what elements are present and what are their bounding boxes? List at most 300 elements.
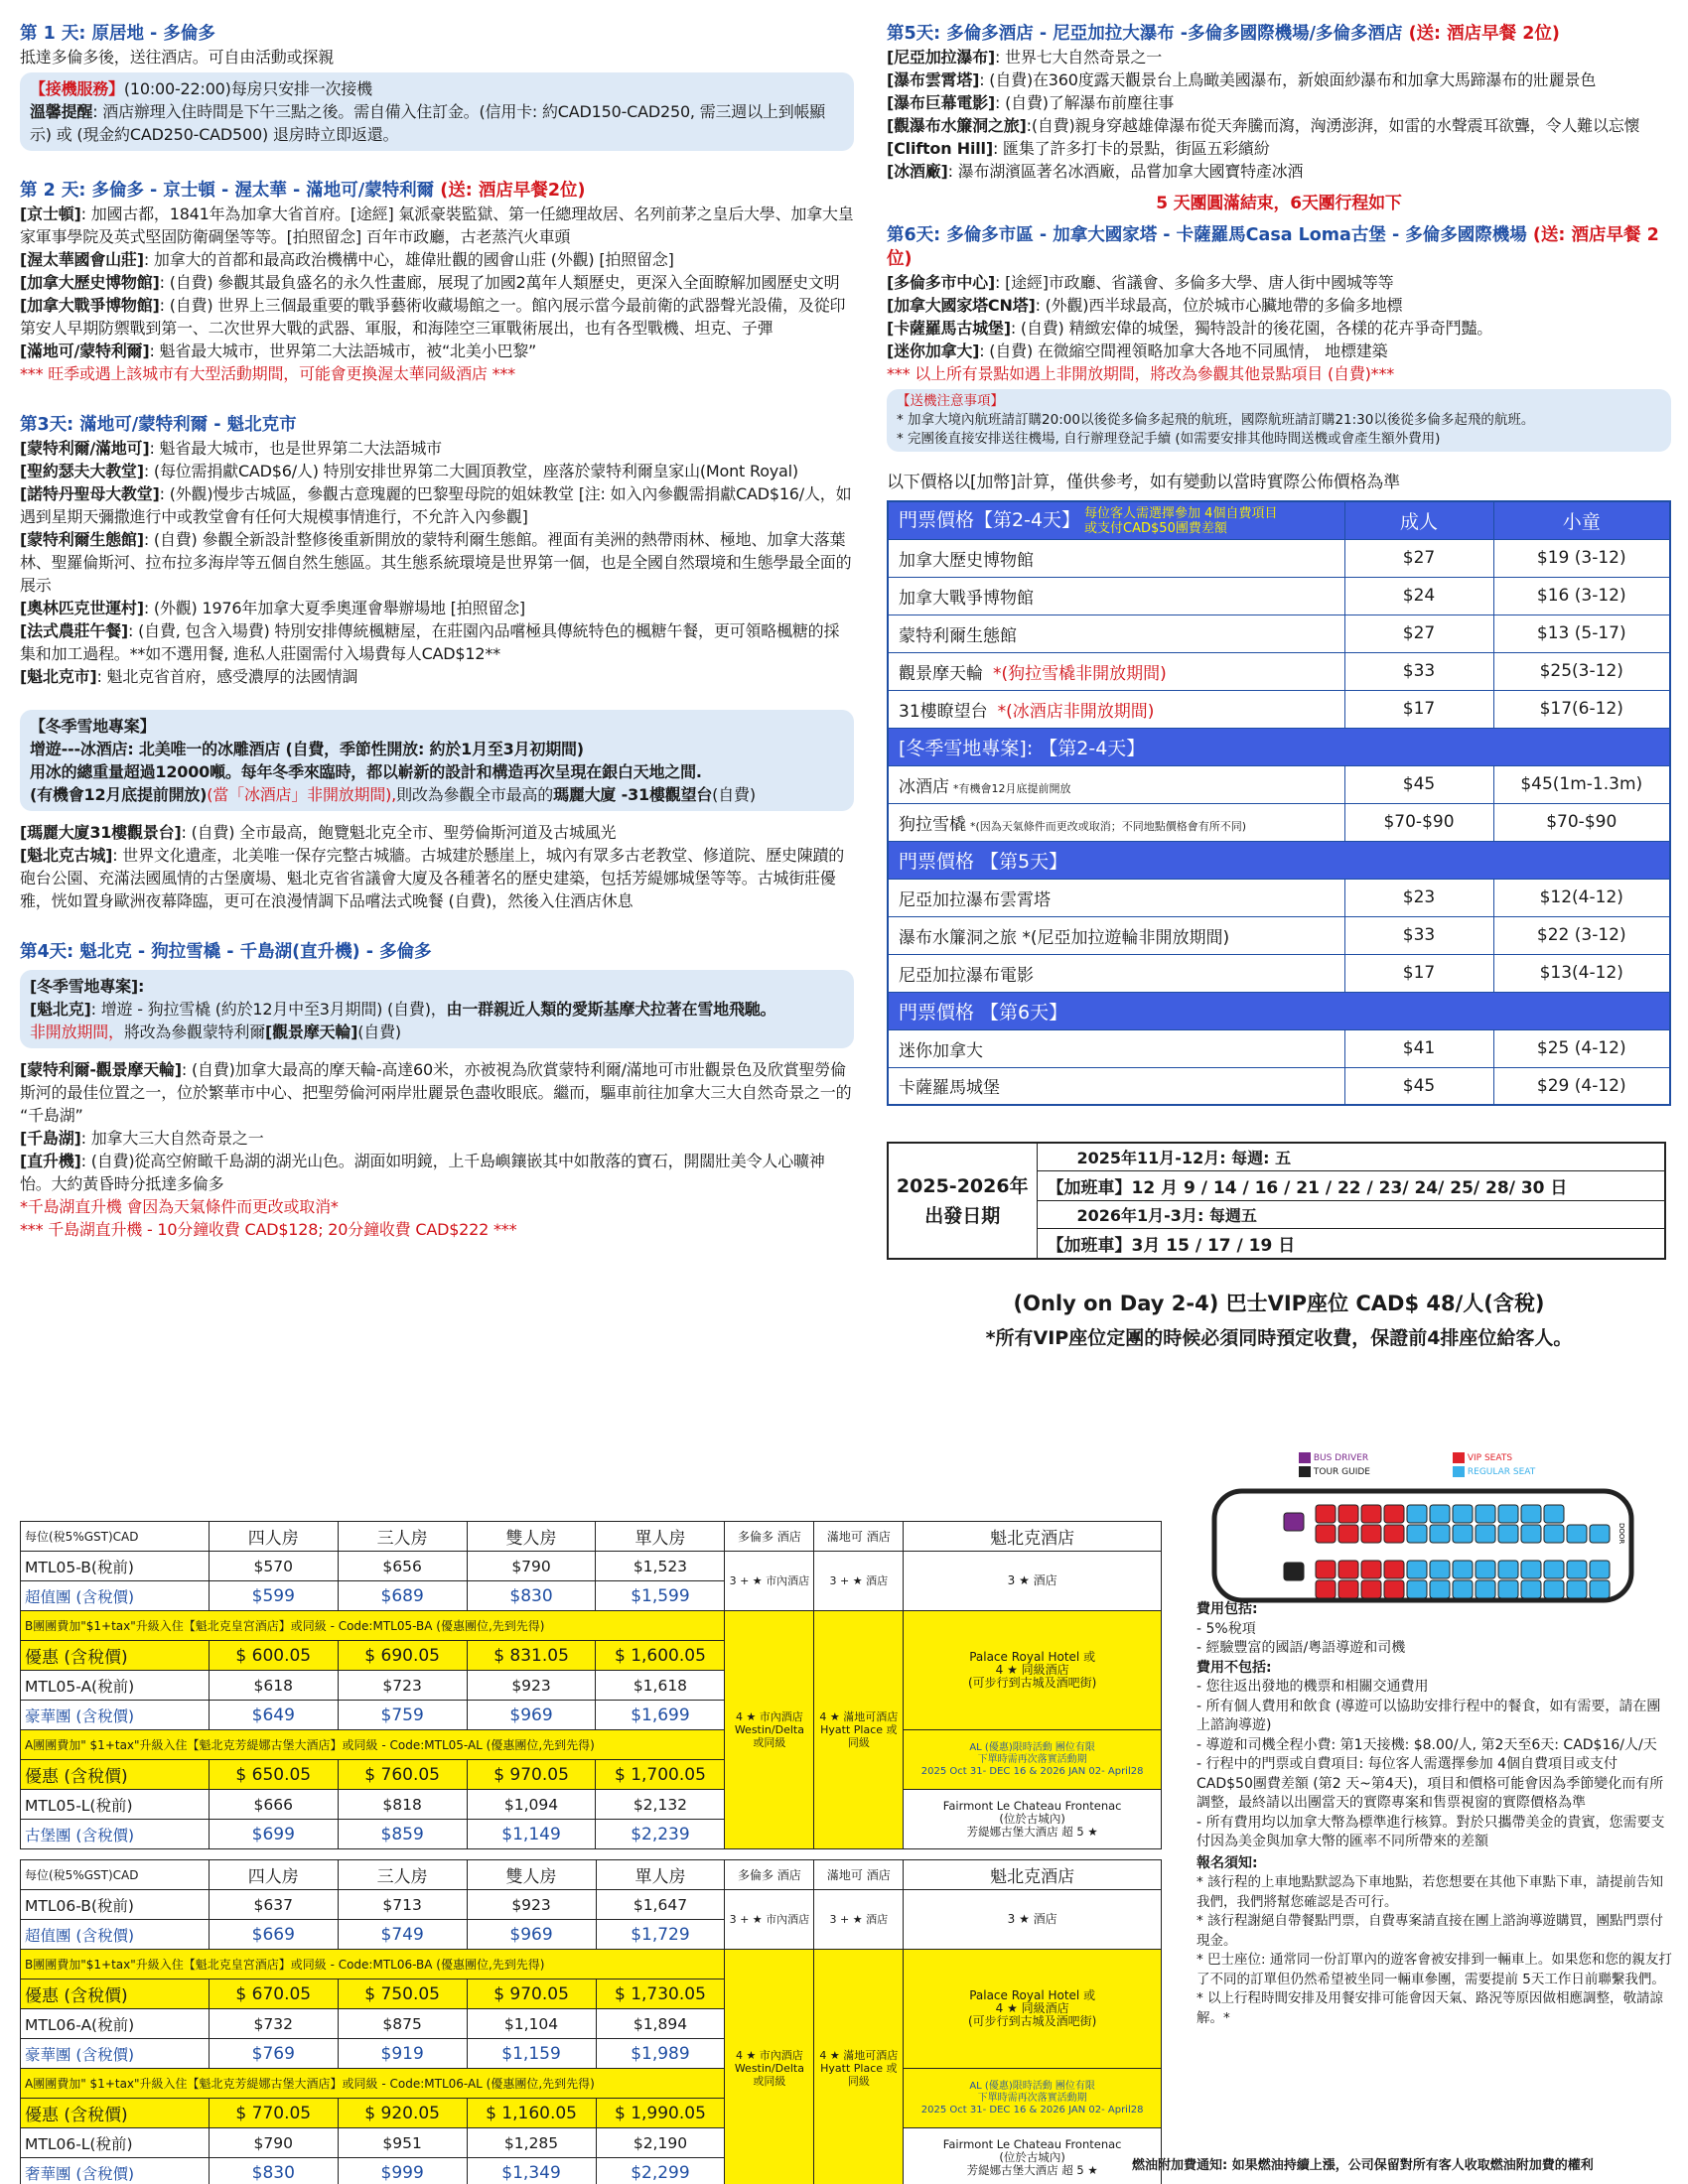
price-row-label: 古堡團 (含稅價): [21, 1820, 210, 1849]
fees-included-list: [1196, 1620, 1673, 1659]
ticket-row: [888, 577, 1670, 614]
ticket-adult-price: $33: [1344, 916, 1493, 954]
notice-item: * 巴士座位: 通常同一份訂單內的遊客會被安排到一輛車上。如果您和您的親友打了不同的訂單但仍然希望被坐同一輛車參團，需要提前 5天工作日前聯繫我們。: [1196, 1952, 1672, 1987]
day2-item-text: : (自費) 世界上三個最重要的戰爭藝術收藏場館之一。館內展示當今最前衛的武器聲光設備，及從印第安人早期防禦戰到第一、二次世界大戰的武器、軍服，和海陸空三軍戰術展出，也有各型戰機、坦克、子彈: [20, 296, 846, 338]
fees-excluded-title: 費用不包括:: [1196, 1659, 1272, 1676]
day2-item-text: : 魁省最大城市，世界第二大法語城市，被“北美小巴黎”: [149, 341, 537, 360]
al-promo-note: AL (優惠)限時活動 團位有限 下單時需再次落實活動期 2025 Oct 31- DEC 16 & 2026 JAN 02- April28: [904, 1730, 1162, 1790]
regular-seat: [1407, 1525, 1427, 1543]
day6-item: [887, 340, 1671, 362]
day2-item-key: [京士頓]: [20, 205, 81, 223]
ticket-section-row: [888, 728, 1670, 765]
day3-item-text: : (自費) 參觀全新設計整修後重新開放的蒙特利爾生態館。裡面有美洲的熱帶雨林、極地、加拿大落葉林、聖羅倫斯河、拉布拉多海岸等五個自然生態區。其生態系統環境是世界第一個，也是全國自然環境和生態學最全面的展示: [20, 530, 852, 595]
price-cell: $830: [467, 1581, 596, 1611]
ticket-adult-price: $27: [1344, 539, 1493, 577]
day2-item: [20, 248, 854, 271]
vip-seat: [1316, 1505, 1336, 1523]
price-row: [21, 1730, 1162, 1760]
al-promo-note: AL (優惠)限時活動 團位有限 下單時需再次落實活動期 2025 Oct 31- DEC 16 & 2026 JAN 02- April28: [904, 2069, 1162, 2128]
day2-item-text: : (自費) 參觀其最負盛名的永久性畫廊，展現了加國2萬年人類歷史，更深入全面瞭解加國歷史文明: [159, 273, 840, 292]
price-cell: $1,894: [596, 2009, 725, 2039]
day3-item-key: [蒙特利爾/滿地可]: [20, 439, 150, 458]
day3-item: [20, 665, 854, 688]
bus-legend: [1299, 1451, 1370, 1479]
price-cell: $769: [209, 2039, 338, 2069]
regular-seat: [1407, 1580, 1427, 1598]
price-cell: $1,699: [596, 1701, 725, 1730]
regular-seat: [1453, 1525, 1473, 1543]
price-cell: $1,523: [596, 1552, 725, 1581]
day6-item-key: [迷你加拿大]: [887, 341, 980, 360]
day3b-item: [20, 844, 854, 912]
fee-included-item: - 5%稅項: [1196, 1620, 1256, 1637]
price-header-cell: 滿地可 酒店: [814, 1860, 904, 1890]
day3b-item-text: : 世界文化遺產，北美唯一保存完整古城牆。古城建於懸崖上，城內有眾多古老教堂、修道院、歷史陳蹟的砲台公園、充滿法國風情的古堡廣場、魁北克省省議會大廈及各種著名的歷史建築，包括芳緹娜城堡等等。古城街莊優雅，恍如置身歐洲夜幕降臨，更可在浪漫情調下品嚐法式晚餐 (自費)，然後入住酒店休息: [20, 846, 845, 910]
notice-item: * 該行程的上車地點默認為下車地點，若您想要在其他下車點下車，請提前告知我們，我們將幫您確認是否可行。: [1196, 1874, 1664, 1910]
ticket-item-name: 蒙特利爾生態館: [888, 614, 1344, 652]
price-row: [21, 1890, 1162, 1920]
price-cell: $599: [209, 1581, 338, 1611]
regular-seat: [1544, 1525, 1564, 1543]
ticket-header-child: 小童: [1493, 501, 1670, 539]
day5-item-text: : 世界七大自然奇景之一: [995, 48, 1163, 67]
vip-seat: [1316, 1561, 1336, 1578]
price-cell: $ 920.05: [338, 2099, 467, 2128]
day3-item-key: [奧林匹克世運村]: [20, 599, 144, 617]
price-header-cell: 四人房: [209, 1522, 338, 1552]
price-cell: $919: [338, 2039, 467, 2069]
toronto-hotel-a: 4 ★ 市內酒店 Westin/Delta 或同級: [725, 1611, 814, 1849]
notice-item: * 該行程謝絕自帶餐點門票，自費專案請直接在團上諮詢導遊購買，團點門票付現金。: [1196, 1913, 1664, 1949]
price-header-cell: 三人房: [338, 1860, 467, 1890]
regular-seat: [1407, 1561, 1427, 1578]
regular-seat: [1521, 1580, 1541, 1598]
day4-item-text: : 加拿大三大自然奇景之一: [80, 1129, 264, 1148]
fees-excluded-list: [1196, 1678, 1673, 1852]
ticket-row: [888, 1067, 1670, 1105]
day3-title: 第3天: 滿地可/蒙特利爾 - 魁北克市: [20, 415, 297, 435]
fee-excluded-item: - 所有費用均以加拿大幣為標準進行核算。對於只攜帶美金的貴賓，您需要支付因為美金與加拿大幣的匯率不同所帶來的差額: [1196, 1814, 1665, 1849]
montreal-hotel-b: 3 + ★ 酒店: [814, 1890, 904, 1950]
price-header-cell: 每位(稅5%GST)CAD: [21, 1860, 210, 1890]
day5-item: [887, 68, 1671, 91]
price-cell: $790: [209, 2128, 338, 2158]
ticket-item-name: 31樓瞭望台 *(冰酒店非開放期間): [888, 690, 1344, 728]
notice-title: 報名須知:: [1196, 1854, 1258, 1871]
price-header-cell: 多倫多 酒店: [725, 1522, 814, 1552]
price-row: [21, 1790, 1162, 1820]
price-cell: $923: [467, 1890, 596, 1920]
ticket-child-price: $25 (4-12): [1493, 1029, 1670, 1067]
vip-price: (Only on Day 2-4) 巴士VIP座位 CAD$ 48/人(含稅): [1013, 1292, 1545, 1315]
day2-lines: [20, 203, 854, 362]
ticket-adult-price: $27: [1344, 614, 1493, 652]
ticket-adult-price: $41: [1344, 1029, 1493, 1067]
fee-included-item: - 經驗豐富的國語/粵語導遊和司機: [1196, 1640, 1406, 1656]
price-cell: $ 1,600.05: [596, 1641, 725, 1671]
bus-seat-map: [1204, 1451, 1671, 1610]
montreal-hotel-a: 4 ★ 滿地可酒店 Hyatt Place 或同級: [814, 1950, 904, 2184]
regular-seat: [1476, 1561, 1495, 1578]
day3-item-key: [聖約瑟夫大教堂]: [20, 462, 144, 480]
price-cell: $2,190: [596, 2128, 725, 2158]
price-row-label: 優惠 (含稅價): [21, 1760, 210, 1790]
ticket-item-name: 加拿大歷史博物館: [888, 539, 1344, 577]
notice-item: * 以上行程時間安排及用餐安排可能會因天氣、路況等原因做相應調整，敬請諒解。*: [1196, 1990, 1664, 2026]
five-day-end: 5 天團圓滿結束，6天團行程如下: [1156, 194, 1402, 213]
price-row: [21, 1611, 1162, 1641]
regular-seat: [1544, 1580, 1564, 1598]
regular-seat: [1521, 1505, 1541, 1523]
winter-title: 【冬季雪地專案】: [30, 717, 156, 736]
vip-seat: [1361, 1505, 1381, 1523]
day2-item-text: : 加國古都，1841年為加拿大省首府。[途經] 氣派豪裝監獄、第一任總理故居、名列前茅之皇后大學、加拿大皇家軍事學院及英式堅固防衛碉堡等等。[拍照留念] 百年市政廳，古老蒸汽火車頭: [20, 205, 854, 246]
price-header-cell: 單人房: [596, 1860, 725, 1890]
day3-extra-lines: [20, 821, 854, 912]
vip-seat: [1338, 1580, 1358, 1598]
price-cell: $830: [209, 2158, 338, 2184]
upgrade-offer: A團團費加" $1+tax"升級入住【魁北克芳緹娜古堡大酒店】或同級 - Code:MTL05-AL (優惠團位,先到先得): [21, 1730, 725, 1760]
price-row-label: MTL05-B(稅前): [21, 1552, 210, 1581]
regular-seat: [1498, 1580, 1518, 1598]
ticket-adult-price: $23: [1344, 879, 1493, 916]
ticket-item-name: 觀景摩天輪 *(狗拉雪橇非開放期間): [888, 652, 1344, 690]
ticket-child-price: $25(3-12): [1493, 652, 1670, 690]
ticket-section-label: 門票價格 【第6天】: [888, 992, 1670, 1029]
day3-item-text: : (外觀) 1976年加拿大夏季奧運會舉辦場地 [拍照留念]: [143, 599, 525, 617]
day3-item: [20, 619, 854, 665]
day5-item-text: :(自費)親身穿越雄偉瀑布從天奔騰而瀉，洶湧澎湃，如雷的水聲震耳欲聾，令人難以忘懷: [1026, 116, 1640, 135]
quebec-hotel-l: Fairmont Le Chateau Frontenac (位於古城內) 芳緹娜古堡大酒店 超 5 ★: [904, 2128, 1162, 2184]
ticket-row: [888, 803, 1670, 841]
day4-item-text: : (自費)加拿大最高的摩天輪-高達60米，亦被視為欣賞蒙特利爾/滿地可市壯觀景色及欣賞聖勞倫斯河的最佳位置之一，位於繁華市中心、把聖勞倫河兩岸壯麗景色盡收眼底。繼而，驅車前往加拿大三大自然奇景之一的 “千島湖”: [20, 1060, 852, 1125]
price-cell: $875: [338, 2009, 467, 2039]
day4-item: [20, 1127, 854, 1150]
price-cell: $2,239: [596, 1820, 725, 1849]
winter-dogsled-box: [20, 970, 854, 1048]
price-cell: $732: [209, 2009, 338, 2039]
price-header-cell: 魁北克酒店: [904, 1522, 1162, 1552]
ticket-item-name: 卡薩羅馬城堡: [888, 1067, 1344, 1105]
ticket-header-adult: 成人: [1344, 501, 1493, 539]
day6-item: [887, 271, 1671, 294]
price-cell: $ 1,160.05: [467, 2099, 596, 2128]
price-row-label: 優惠 (含稅價): [21, 1979, 210, 2009]
day3b-item-text: : (自費) 全市最高，飽覽魁北克全市、聖勞倫斯河道及古城風光: [181, 823, 617, 842]
vip-notice: *所有VIP座位定團的時候必須同時預定收費，保證前4排座位給客人。: [985, 1327, 1573, 1349]
vip-seat: [1361, 1561, 1381, 1578]
vip-seat: [1338, 1525, 1358, 1543]
ticket-adult-price: $45: [1344, 765, 1493, 803]
dates-row-2: 【加班車】12 月 9 / 14 / 16 / 21 / 22 / 23/ 24/ 25/ 28/ 30 日: [1037, 1171, 1665, 1201]
ticket-child-price: $29 (4-12): [1493, 1067, 1670, 1105]
day2-item: [20, 340, 854, 362]
day2-item: [20, 203, 854, 248]
departure-dates-table: [887, 1142, 1666, 1260]
ticket-adult-price: $70-$90: [1344, 803, 1493, 841]
day4-item-key: [直升機]: [20, 1152, 81, 1170]
upgrade-offer: A團團費加" $1+tax"升級入住【魁北克芳緹娜古堡大酒店】或同級 - Code:MTL06-AL (優惠團位,先到先得): [21, 2069, 725, 2099]
driver-seat: [1284, 1513, 1304, 1531]
price-cell: $1,349: [467, 2158, 596, 2184]
dates-row-4: 【加班車】3月 15 / 17 / 19 日: [1037, 1229, 1665, 1260]
price-cell: $1,729: [596, 1920, 725, 1950]
quebec-hotel-b: 3 ★ 酒店: [904, 1552, 1162, 1611]
price-cell: $2,299: [596, 2158, 725, 2184]
day1-title: 第 1 天: 原居地 - 多倫多: [20, 24, 215, 44]
regular-seat: [1544, 1505, 1564, 1523]
price-row: [21, 2069, 1162, 2099]
price-cell: $1,989: [596, 2039, 725, 2069]
day6-item-key: [多倫多市中心]: [887, 273, 996, 292]
regular-seat: [1498, 1505, 1518, 1523]
montreal-hotel-b: 3 + ★ 酒店: [814, 1552, 904, 1611]
price-cell: $656: [338, 1552, 467, 1581]
day3-item: [20, 528, 854, 597]
bus-legend-2: [1453, 1451, 1535, 1479]
itinerary-right-column: [887, 16, 1671, 1350]
day5-item-text: : 瀑布湖濱區著名冰酒廠，品嘗加拿大國寶特產冰酒: [947, 162, 1304, 181]
day6-item-text: : (自費) 在微縮空間裡領略加拿大各地不同風情， 地標建築: [979, 341, 1388, 360]
helicopter-note: *千島湖直升機 會因為天氣條件而更改或取消*: [20, 1197, 339, 1216]
day3-item: [20, 597, 854, 619]
regular-seat: [1407, 1505, 1427, 1523]
quebec-hotel-a: Palace Royal Hotel 或 4 ★ 同級酒店 (可步行到古城及酒吧街): [904, 1611, 1162, 1730]
price-cell: $1,618: [596, 1671, 725, 1701]
price-tables: [20, 1521, 1162, 2184]
regular-seat: [1453, 1505, 1473, 1523]
winter-line-1: 增遊---冰酒店: 北美唯一的冰雕酒店 (自費，季節性開放: 約於1月至3月初期間): [30, 740, 584, 758]
price-cell: $790: [467, 1552, 596, 1581]
price-cell: $759: [338, 1701, 467, 1730]
dogsled-line-1: [魁北克]: 增遊 - 狗拉雪橇 (約於12月中至3月期間) (自費)，由一群親近人類的愛斯基摩犬拉著在雪地飛馳。: [30, 1000, 776, 1019]
price-header-cell: 三人房: [338, 1522, 467, 1552]
ticket-item-name: 狗拉雪橇 *(因為天氣條件而更改或取消；不同地點價格會有所不同): [888, 803, 1344, 841]
day5-item-key: [冰酒廠]: [887, 162, 948, 181]
day5-item-key: [尼亞加拉瀑布]: [887, 48, 996, 67]
quebec-hotel-a: Palace Royal Hotel 或 4 ★ 同級酒店 (可步行到古城及酒吧街): [904, 1950, 1162, 2069]
price-row-label: 豪華團 (含稅價): [21, 1701, 210, 1730]
sendoff-line-1: * 加拿大境內航班請訂購20:00以後從多倫多起飛的航班，國際航班請訂購21:30以後從多倫多起飛的航班。: [897, 412, 1535, 428]
sendoff-title: 【送機注意事項】: [897, 393, 1004, 409]
day6-note: *** 以上所有景點如遇上非開放期間，將改為參觀其他景點項目 (自費)***: [887, 364, 1395, 383]
regular-seat: [1453, 1580, 1473, 1598]
upgrade-offer: B團團費加"$1+tax"升級入住【魁北克皇宮酒店】或同級 - Code:MTL05-BA (優惠團位,先到先得): [21, 1611, 725, 1641]
price-cell: $1,094: [467, 1790, 596, 1820]
price-row: [21, 2128, 1162, 2158]
price-header-cell: 單人房: [596, 1522, 725, 1552]
day5-item-key: [瀑布雲霄塔]: [887, 70, 980, 89]
price-header-cell: 雙人房: [467, 1860, 596, 1890]
vip-seat: [1384, 1561, 1404, 1578]
price-row-label: 優惠 (含稅價): [21, 2099, 210, 2128]
fee-excluded-item: - 導遊和司機全程小費: 第1天接機: $8.00/人, 第2天至6天: CAD$16/人/天: [1196, 1736, 1657, 1753]
price-cell: $969: [467, 1701, 596, 1730]
ticket-child-price: $13(4-12): [1493, 954, 1670, 992]
ticket-item-name: 加拿大戰爭博物館: [888, 577, 1344, 614]
ticket-item-name: 迷你加拿大: [888, 1029, 1344, 1067]
toronto-hotel-b: 3 + ★ 市內酒店: [725, 1552, 814, 1611]
day3-item-text: : 魁省最大城市，也是世界第二大法語城市: [149, 439, 442, 458]
day6-item-text: : [途經]市政廳、省議會、多倫多大學、唐人街中國城等等: [995, 273, 1394, 292]
regular-seat: [1521, 1561, 1541, 1578]
winter-line-2: 用冰的總重量超過12000噸。每年冬季來臨時，都以嶄新的設計和構造再次呈現在銀白天地之間.: [30, 762, 702, 781]
day6-item-key: [卡薩羅馬古城堡]: [887, 319, 1011, 338]
legend-vip: VIP SEATS: [1453, 1451, 1535, 1465]
ticket-adult-price: $33: [1344, 652, 1493, 690]
ticket-row: [888, 652, 1670, 690]
regular-seat: [1590, 1580, 1610, 1598]
ticket-child-price: $19 (3-12): [1493, 539, 1670, 577]
day3b-item-key: [魁北克古城]: [20, 846, 113, 865]
price-cell: $637: [209, 1890, 338, 1920]
price-cell: $ 1,990.05: [596, 2099, 725, 2128]
dogsled-line-2: 非開放期間，將改為參觀蒙特利爾[觀景摩天輪](自費): [30, 1023, 401, 1041]
day3b-item-key: [瑪麗大廈31樓觀景台]: [20, 823, 182, 842]
price-row-label: MTL06-B(稅前): [21, 1890, 210, 1920]
price-cell: $999: [338, 2158, 467, 2184]
price-cell: $618: [209, 1671, 338, 1701]
ticket-child-price: $17(6-12): [1493, 690, 1670, 728]
ticket-child-price: $45(1m-1.3m): [1493, 765, 1670, 803]
price-cell: $ 600.05: [209, 1641, 338, 1671]
day5-item-key: [觀瀑布水簾洞之旅]: [887, 116, 1027, 135]
ticket-row: [888, 614, 1670, 652]
price-header-cell: 每位(稅5%GST)CAD: [21, 1522, 210, 1552]
price-cell: $923: [467, 1671, 596, 1701]
day2-note: *** 旺季或遇上該城市有大型活動期間，可能會更換渥太華同級酒店 ***: [20, 364, 515, 383]
regular-seat: [1567, 1525, 1587, 1543]
day5-item: [887, 160, 1671, 183]
price-cell: $818: [338, 1790, 467, 1820]
vip-seat: [1384, 1525, 1404, 1543]
day3-item-key: [蒙特利爾生態館]: [20, 530, 144, 549]
price-header-cell: 滿地可 酒店: [814, 1522, 904, 1552]
price-cell: $1,104: [467, 2009, 596, 2039]
day6-item-text: : (外觀)西半球最高，位於城市心臟地帶的多倫多地標: [1035, 296, 1403, 315]
day6-item: [887, 317, 1671, 340]
price-cell: $951: [338, 2128, 467, 2158]
ticket-item-name: 瀑布水簾洞之旅 *(尼亞加拉遊輪非開放期間): [888, 916, 1344, 954]
regular-seat: [1476, 1525, 1495, 1543]
day3-item-key: [魁北克市]: [20, 667, 97, 686]
price-cell: $1,149: [467, 1820, 596, 1849]
regular-seat: [1430, 1561, 1450, 1578]
price-row-label: 優惠 (含稅價): [21, 1641, 210, 1671]
regular-seat: [1453, 1561, 1473, 1578]
sendoff-line-2: * 完團後直接安排送往機場, 自行辦理登記手續 (如需要安排其他時間送機或會產生額外費用): [897, 431, 1441, 447]
dates-row-3: 2026年1月-3月: 每週五: [1037, 1201, 1665, 1229]
ticket-child-price: $12(4-12): [1493, 879, 1670, 916]
regular-seat: [1567, 1580, 1587, 1598]
ticket-row: [888, 539, 1670, 577]
day2-item-key: [滿地可/蒙特利爾]: [20, 341, 150, 360]
price-row: [21, 1552, 1162, 1581]
day5-lines: [887, 46, 1671, 183]
day5-item-key: [瀑布巨幕電影]: [887, 93, 996, 112]
guide-seat: [1284, 1563, 1304, 1580]
price-cell: $ 970.05: [467, 1979, 596, 2009]
price-cell: $570: [209, 1552, 338, 1581]
toronto-hotel-a: 4 ★ 市內酒店 Westin/Delta 或同級: [725, 1950, 814, 2184]
ticket-intro: 以下價格以[加幣]計算，僅供參考，如有變動以當時實際公佈價格為準: [887, 473, 1400, 492]
regular-seat: [1430, 1525, 1450, 1543]
price-row: [21, 1950, 1162, 1979]
price-cell: $649: [209, 1701, 338, 1730]
quebec-hotel-l: Fairmont Le Chateau Frontenac (位於古城內) 芳緹娜古堡大酒店 超 5 ★: [904, 1790, 1162, 1849]
regular-seat: [1476, 1505, 1495, 1523]
departure-label: 2025-2026年 出發日期: [888, 1143, 1037, 1259]
regular-seat: [1590, 1525, 1610, 1543]
price-row-label: MTL05-A(稅前): [21, 1671, 210, 1701]
vip-seat: [1361, 1580, 1381, 1598]
ticket-row: [888, 690, 1670, 728]
regular-seat: [1521, 1525, 1541, 1543]
regular-seat: [1498, 1561, 1518, 1578]
montreal-hotel-a: 4 ★ 滿地可酒店 Hyatt Place 或同級: [814, 1611, 904, 1849]
price-table-6day: [20, 1859, 1162, 2184]
regular-seat: [1567, 1561, 1587, 1578]
day3-item-text: : (自費, 包含入場費) 特別安排傳統楓糖屋，在莊園內品嚐極具傳統特色的楓糖午餐，更可領略楓糖的採集和加工過程。**如不選用餐, 進私人莊園需付入場費每人CAD$12**: [20, 621, 840, 663]
ticket-row: [888, 879, 1670, 916]
helicopter-price: *** 千島湖直升機 - 10分鐘收費 CAD$128; 20分鐘收費 CAD$222 ***: [20, 1220, 517, 1239]
day5-title: 第5天: 多倫多酒店 - 尼亞加拉大瀑布 -多倫多國際機場/多倫多酒店 (送: 酒店早餐 2位): [887, 24, 1560, 44]
ticket-adult-price: $24: [1344, 577, 1493, 614]
price-cell: $ 970.05: [467, 1760, 596, 1790]
winter-ice-hotel-box: [20, 710, 854, 811]
price-row-label: MTL05-L(稅前): [21, 1790, 210, 1820]
price-cell: $1,285: [467, 2128, 596, 2158]
bus-diagram: [1204, 1483, 1671, 1610]
day6-title: 第6天: 多倫多市區 - 加拿大國家塔 - 卡薩羅馬Casa Loma古堡 - 多倫多國際機場 (送: 酒店早餐 2位): [887, 225, 1659, 269]
upgrade-offer: B團團費加"$1+tax"升級入住【魁北克皇宮酒店】或同級 - Code:MTL06-BA (優惠團位,先到先得): [21, 1950, 725, 1979]
day6-item: [887, 294, 1671, 317]
price-cell: $969: [467, 1920, 596, 1950]
day3-item: [20, 460, 854, 482]
day4-item: [20, 1058, 854, 1127]
day5-item-text: : 匯集了許多打卡的景點，街區五彩繽紛: [992, 139, 1270, 158]
day1-text: 抵達多倫多後，送往酒店。可自由活動或探親: [20, 48, 335, 67]
price-cell: $699: [209, 1820, 338, 1849]
price-cell: $666: [209, 1790, 338, 1820]
ticket-adult-price: $17: [1344, 690, 1493, 728]
day5-item-text: : (自費)在360度露天觀景台上鳥瞰美國瀑布，新娘面紗瀑布和加拿大馬蹄瀑布的壯麗景色: [979, 70, 1597, 89]
legend-guide: TOUR GUIDE: [1299, 1465, 1370, 1479]
day4-title: 第4天: 魁北克 - 狗拉雪橇 - 千島湖(直升機) - 多倫多: [20, 942, 432, 962]
ticket-row: [888, 765, 1670, 803]
day5-item-key: [Clifton Hill]: [887, 139, 993, 158]
price-header-row: [21, 1522, 1162, 1552]
price-cell: $ 1,730.05: [596, 1979, 725, 2009]
day4-lines: [20, 1058, 854, 1195]
price-row-label: 豪華團 (含稅價): [21, 2039, 210, 2069]
day2-item-key: [渥太華國會山莊]: [20, 250, 144, 269]
ticket-adult-price: $17: [1344, 954, 1493, 992]
ticket-row: [888, 916, 1670, 954]
ticket-item-name: 冰酒店 *有機會12月底提前開放: [888, 765, 1344, 803]
day2-item: [20, 294, 854, 340]
price-cell: $ 670.05: [209, 1979, 338, 2009]
day2-title: 第 2 天: 多倫多 - 京士頓 - 渥太華 - 滿地可/蒙特利爾 (送: 酒店早餐2位): [20, 181, 586, 201]
day5-item-text: : (自費)了解瀑布前塵往事: [995, 93, 1175, 112]
vip-seat: [1361, 1525, 1381, 1543]
fees-included-title: 費用包括:: [1196, 1601, 1258, 1617]
reminder-label: 溫馨提醒: [30, 102, 93, 121]
price-row-label: 超值團 (含稅價): [21, 1920, 210, 1950]
price-cell: $1,599: [596, 1581, 725, 1611]
ticket-section-label: 門票價格 【第5天】: [888, 841, 1670, 879]
regular-seat: [1498, 1525, 1518, 1543]
